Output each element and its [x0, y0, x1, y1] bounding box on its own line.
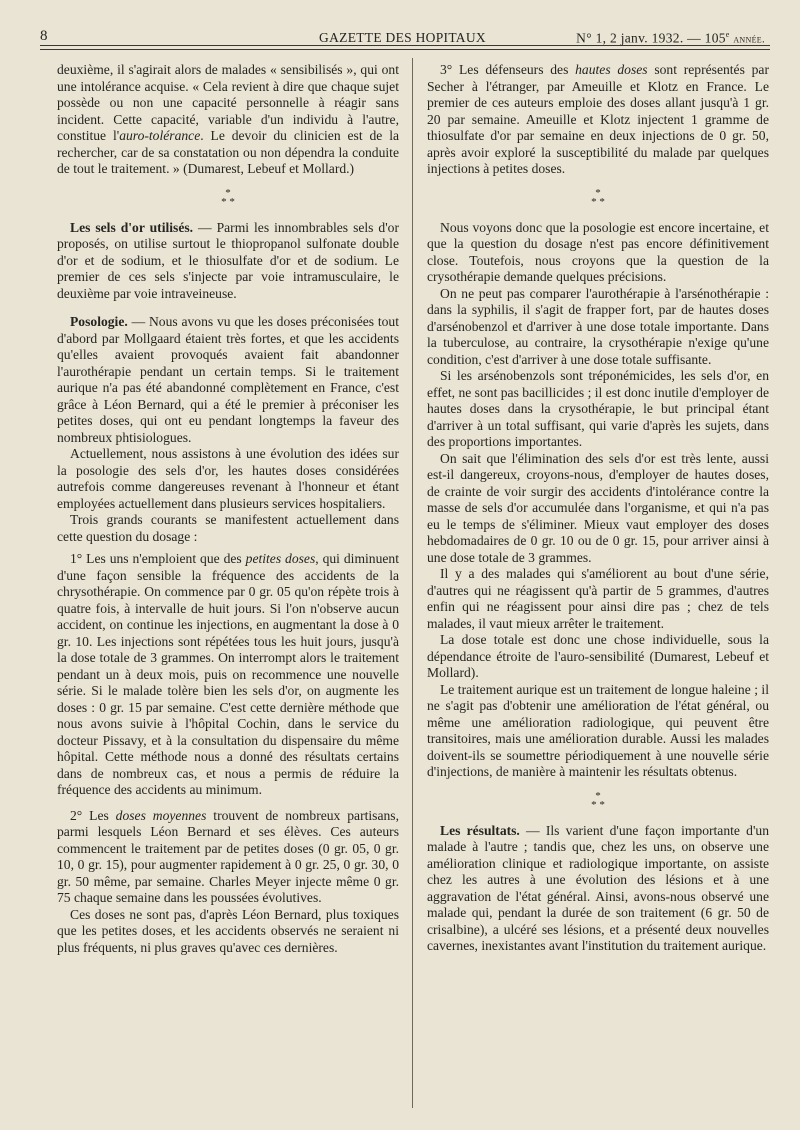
paragraph-traitement-aurique: Le traitement aurique est un traitement de longue haleine ; il ne s'agit pas d'obtenir une amélioration de l'état général, ou même une amélioration radiologique, qui peuvent être transitoires, mais une amélioration durable. Aussi les malades doivent-ils se soumettre périodiquement à une nouvelle série d'injections, de manière à maintenir les résultats obtenus.: [427, 681, 769, 779]
publication-title: GAZETTE DES HOPITAUX: [319, 30, 486, 45]
section-separator-3: [427, 789, 769, 811]
heading-resultats: Les résultats.: [440, 822, 520, 838]
heading-sels-dor: Les sels d'or utilisés.: [70, 219, 194, 235]
header-rule-thick: [40, 45, 770, 46]
term-hautes-doses: hautes doses: [575, 62, 648, 77]
section-separator-2: [427, 186, 769, 208]
paragraph-resultats: Les résultats. — Ils varient d'une façon importante d'un malade à l'autre ; tandis que, chez les uns, on observe une amélioration clinique et radiologique importante, on assiste chez les autres à une évolution des lésions et à une aggravation de l'état général. Ainsi, avons-nous observé une malade qui, pendant la durée de son traitement (6 gr. 50 de crisalbine), a ulcéré ses lésions, et a présenté deux nouvelles cavernes, inexistantes avant l'institution du traitement aurique.: [427, 822, 769, 953]
paragraph-ces-doses: Ces doses ne sont pas, d'après Léon Bernard, plus toxiques que les petites doses, et les accidents observés ne seraient ni plus fréquents, ni plus graves qu'avec ces dernières.: [57, 906, 399, 955]
section-separator: [57, 186, 399, 208]
paragraph-sensibilises: deuxième, il s'agirait alors de malades « sensibilisés », qui ont une intolérance acquise. « Cela revient à dire que chaque sujet possède ou non une capacité personnelle à réagir sans incident. Cette capacité, variable d'un individu à l'autre, constitue l'auro-tolérance. Le devoir du clinicien est de la rechercher, car de sa constatation ou non dépendra la conduite de tout le traitement. » (Dumarest, Lebeuf et Mollard.): [57, 62, 400, 176]
paragraph-actuellement: Actuellement, nous assistons à une évolution des idées sur la posologie des sels d'or, les hautes doses considérées autrefois comme dangereuses revenant à l'honneur et étant employées actuellement dans plusieurs services hospitaliers.: [57, 446, 399, 511]
paragraph-dose-totale: La dose totale est donc une chose individuelle, sous la dépendance étroite de l'auro-sensibilité (Dumarest, Lebeuf et Mollard).: [427, 632, 769, 680]
right-column: [427, 62, 769, 955]
heading-posologie: Posologie.: [70, 314, 128, 329]
term-petites-doses: petites doses: [245, 551, 316, 566]
paragraph-trois-courants: Trois grands courants se manifestent actuellement dans cette question du dosage :: [57, 512, 399, 544]
separator-stars-bottom: * *: [221, 195, 235, 208]
left-column: [57, 62, 399, 956]
separator-star-top: *: [225, 186, 231, 199]
separator-stars-bottom-3: * *: [591, 798, 605, 811]
paragraph-posologie: Posologie. — Nous avons vu que les doses préconisées tout d'abord par Mollgaard étaient très fortes, et que les accidents qu'elles avaient provoqués avaient fait abandonner l'aurothérapie pendant un certain temps. Si le traitement aurique n'a pas été abandonné complètement en France, c'est grâce à Léon Bernard, qui a été le premier à préconiser les petites doses, qui ont eu pendant longtemps la faveur des nombreux phtisiologues.: [57, 314, 399, 445]
paragraph-elimination: On sait que l'élimination des sels d'or est très lente, aussi est-il dangereux, croyons-nous, d'employer de hautes doses, de crainte de voir surgir des accidents d'intolérance contre la masse de sels d'or accumulée dans l'organisme, et qui n'a pas eu le temps de s'éliminer. Mieux vaut employer des doses hebdomadaires de 0 gr. 10 ou de 0 gr. 15, pour arriver ainsi à une dose totale de 3 grammes.: [427, 450, 769, 565]
issue-date: N° 1, 2 janv. 1932. — 105: [576, 30, 726, 46]
running-header: [40, 22, 765, 46]
column-divider: [412, 58, 413, 1108]
header-rule-thin: [40, 49, 770, 50]
issue-year-word: année.: [733, 33, 765, 46]
paragraph-arsenobenzols: Si les arsénobenzols sont tréponémicides, les sels d'or, en effet, ne sont pas bacillicides ; il est donc inutile d'employer de hautes doses dans la crysothérapie, le but principal étant d'arriver à un total suffisant, qui varie d'après les sujets, dans des proportions importantes.: [427, 368, 769, 449]
paragraph-hautes-doses: 3° Les défenseurs des hautes doses sont représentés par Secher à l'étranger, par Ameuille et Klotz en France. Le premier de ces auteurs emploie des doses allant jusqu'à 1 gr. 20 par semaine. Ameuille et Klotz injectent 1 gramme de thiosulfate d'or par semaine en deux injections de 0 gr. 50, après avoir exploré la susceptibilité du malade par quelques injections à petites doses.: [427, 62, 769, 176]
paragraph-sels-dor: Les sels d'or utilisés. — Parmi les innombrables sels d'or proposés, on utilise surtout le thiopropanol sulfonate double d'or et de sodium, et le thiosulfate d'or et de sodium. Le premier de ces sels s'injecte par voie intramusculaire, le deuxième par voie intraveineuse.: [57, 219, 399, 301]
paragraph-nous-voyons: Nous voyons donc que la posologie est encore incertaine, et que la question du dosage n'est pas encore définitivement close. Toutefois, nous croyons que la question de la crysothérapie demande quelques précisions.: [427, 219, 769, 284]
paragraph-on-ne-peut: On ne peut pas comparer l'aurothérapie à l'arsénothérapie : dans la syphilis, il s'agit de frapper fort, par de hautes doses d'arsénobenzol et d'arriver à une dose totale importante. Dans la tuberculose, au contraire, la crysothérapie n'exige qu'une condition, c'est d'arriver à une dose totale suffisante.: [427, 285, 769, 367]
paragraph-doses-moyennes: 2° Les doses moyennes trouvent de nombreux partisans, parmi lesquels Léon Bernard et ses élèves. Ces auteurs commencent le traitement par de petites doses (0 gr. 05, 0 gr. 10, 0 gr. 15), pour augmenter rapidement à 0 gr. 25, 0 gr. 30, 0 gr. 50 même, par semaine. Charles Meyer injecte même 0 gr. 75 chaque semaine dans les poussées évolutives.: [57, 807, 399, 905]
issue-ordinal: e: [725, 30, 730, 39]
separator-star-top-2: *: [595, 186, 601, 199]
separator-stars-bottom-2: * *: [591, 195, 605, 208]
paragraph-il-y-a: Il y a des malades qui s'améliorent au bout d'une série, d'autres qui ne réagissent qu'à partir de 5 grammes, d'autres enfin qui ne réagissent pour ainsi dire pas ; chez de tels malades, il vaut mieux arrêter le traitement.: [427, 566, 769, 631]
page-number: 8: [40, 28, 48, 44]
separator-star-top-3: *: [595, 789, 601, 802]
term-auro-tolerance: auro-tolérance: [119, 128, 201, 143]
paragraph-petites-doses: 1° Les uns n'emploient que des petites doses, qui diminuent d'une façon sensible la fréquence des accidents de la chrysothérapie. On commence par 0 gr. 05 qu'on répète trois à quatre fois, à intervalle de huit jours. Si l'on n'observe aucun accident, on continue les injections, en augmentant la dose à 0 gr. 10. Les injections sont répétées tous les huit jours, jusqu'à la dose totale de 3 grammes. On interrompt alors le traitement pendant un à deux mois, puis on recommence une nouvelle série. Si le malade tolère bien les sels d'or, on augmente les doses : 0 gr. 15 par semaine. C'est cette dernière méthode que nous avons suivie à l'hôpital Cochin, dans le service du docteur Pissavy, et à la consultation du dispensaire du même hôpital. Cette méthode nous a donné des résultats certains dans de nombreux cas, et nous a permis de réduire la fréquence des accidents au minimum.: [57, 551, 400, 797]
term-doses-moyennes: doses moyennes: [115, 807, 207, 823]
